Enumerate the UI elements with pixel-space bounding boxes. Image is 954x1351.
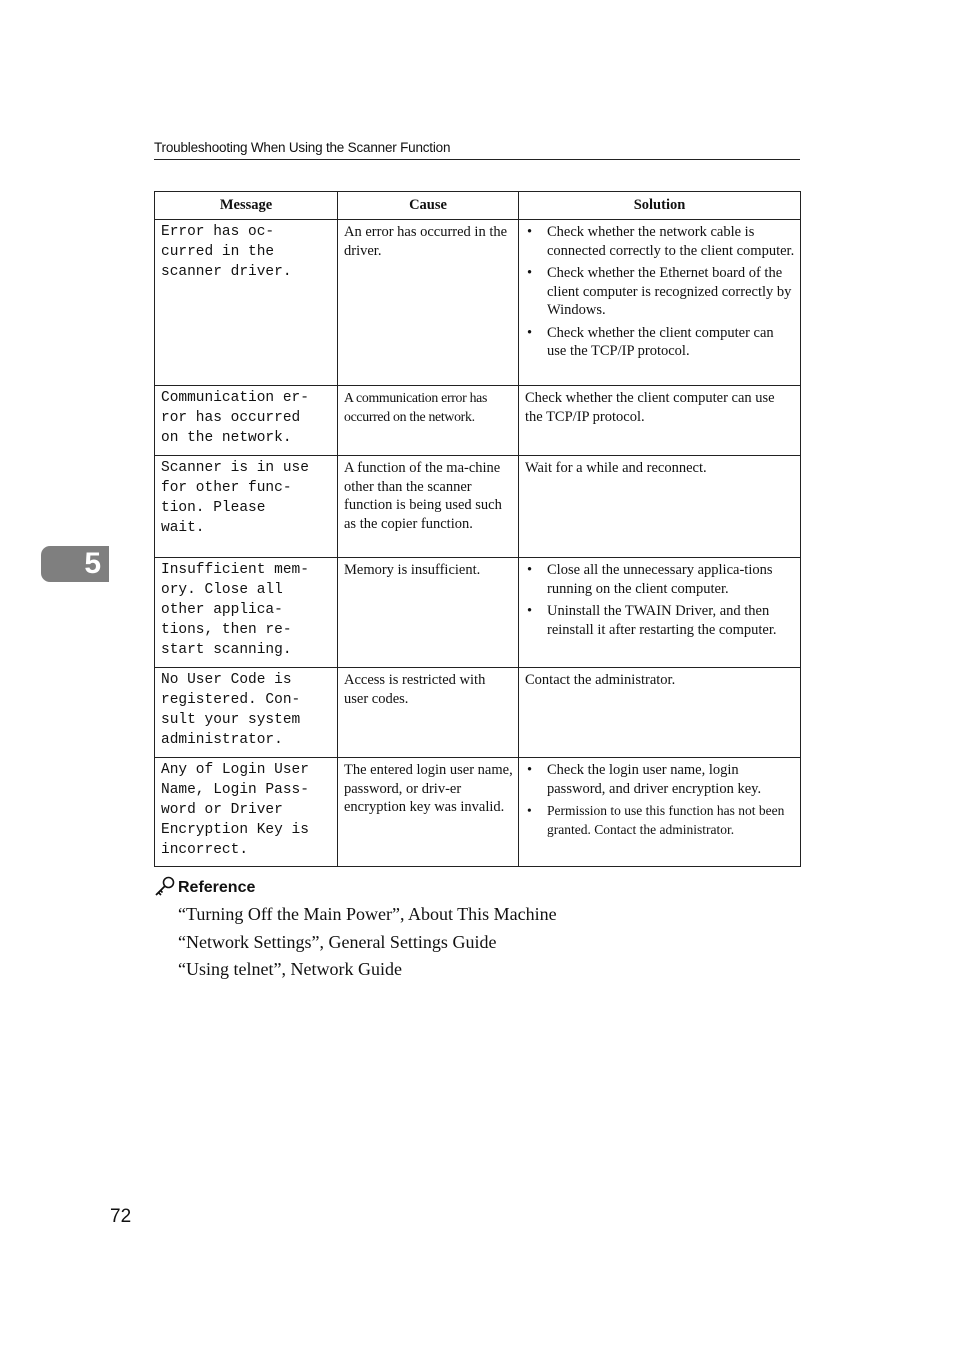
solution-item: [525, 264, 795, 320]
cause-cell: The entered login user name, password, or driv-er encryption key was invalid.: [338, 758, 519, 867]
solution-text: Check the login user name, login password, and driver encryption key.: [547, 762, 762, 797]
message-line: registered. Con-: [161, 692, 301, 708]
message-line: administrator.: [161, 732, 283, 748]
table-row: [155, 758, 801, 867]
solution-item: [525, 761, 795, 798]
solution-text: Permission to use this function has not been granted. Contact the administrator.: [547, 803, 785, 837]
cause-cell: Memory is insufficient.: [338, 558, 519, 668]
message-cell: [155, 758, 338, 867]
message-line: incorrect.: [161, 842, 249, 858]
column-header-message: Message: [155, 192, 338, 220]
table-row: [155, 220, 801, 386]
page-number: 72: [110, 1206, 132, 1227]
solution-item: [525, 324, 795, 361]
message-line: curred in the: [161, 244, 275, 260]
reference-list: [178, 902, 557, 985]
message-line: Communication er-: [161, 390, 309, 406]
reference-heading-text: Reference: [178, 879, 256, 896]
message-line: ory. Close all: [161, 582, 283, 598]
bullet-icon: •: [527, 265, 533, 281]
bullet-icon: •: [527, 224, 533, 240]
column-header-solution: Solution: [519, 192, 801, 220]
message-line: Name, Login Pass-: [161, 782, 309, 798]
message-line: No User Code is: [161, 672, 292, 688]
reference-heading: [154, 876, 255, 904]
message-line: Insufficient mem-: [161, 562, 309, 578]
message-line: Any of Login User: [161, 762, 309, 778]
message-line: Scanner is in use: [161, 460, 309, 476]
solution-item: [525, 561, 795, 598]
table-row: [155, 386, 801, 456]
solution-item: [525, 802, 795, 839]
message-cell: [155, 386, 338, 456]
table-row: [155, 456, 801, 558]
cause-cell: A function of the ma-chine other than the scanner function is being used such as the copier function.: [338, 456, 519, 558]
message-line: on the network.: [161, 430, 292, 446]
solution-item: [525, 223, 795, 260]
table-row: [155, 558, 801, 668]
solution-text: Uninstall the TWAIN Driver, and then reinstall it after restarting the computer.: [547, 603, 777, 638]
bullet-icon: •: [527, 803, 532, 818]
message-line: Encryption Key is: [161, 822, 309, 838]
message-line: ror has occurred: [161, 410, 301, 426]
message-line: sult your system: [161, 712, 301, 728]
solution-cell: [519, 758, 801, 867]
message-line: start scanning.: [161, 642, 292, 658]
solution-cell: [519, 558, 801, 668]
solution-cell: [519, 220, 801, 386]
bullet-icon: •: [527, 562, 533, 578]
bullet-icon: •: [527, 762, 533, 778]
reference-item: “Network Settings”, General Settings Guide: [178, 931, 497, 952]
chapter-tab: 5: [41, 546, 109, 582]
running-header: Troubleshooting When Using the Scanner Function: [154, 139, 800, 160]
solution-text: Check whether the Ethernet board of the client computer is recognized correctly by Windows.: [547, 265, 792, 318]
reference-item: “Turning Off the Main Power”, About This Machine: [178, 904, 557, 924]
message-line: word or Driver: [161, 802, 283, 818]
message-cell: [155, 220, 338, 386]
table-row: [155, 668, 801, 758]
solution-text: Close all the unnecessary applica-tions running on the client computer.: [547, 562, 773, 597]
message-line: Error has oc-: [161, 224, 275, 240]
reference-section: [154, 876, 255, 904]
message-line: tion. Please: [161, 500, 266, 516]
message-cell: [155, 456, 338, 558]
cause-cell: An error has occurred in the driver.: [338, 220, 519, 386]
message-line: tions, then re-: [161, 622, 292, 638]
reference-item: “Using telnet”, Network Guide: [178, 959, 402, 979]
cause-cell: Access is restricted with user codes.: [338, 668, 519, 758]
troubleshooting-table: [154, 191, 801, 867]
message-cell: [155, 668, 338, 758]
message-cell: [155, 558, 338, 668]
bullet-icon: •: [527, 324, 533, 341]
solution-text: Check whether the network cable is connected correctly to the client computer.: [547, 224, 795, 259]
message-line: other applica-: [161, 602, 283, 618]
key-icon: [154, 876, 178, 904]
cause-cell: A communication error has occurred on the network.: [338, 386, 519, 456]
column-header-cause: Cause: [338, 192, 519, 220]
message-line: for other func-: [161, 480, 292, 496]
solution-cell: Wait for a while and reconnect.: [519, 456, 801, 558]
solution-text: Check whether the client computer can use the TCP/IP protocol.: [547, 324, 774, 359]
solution-cell: Check whether the client computer can use the TCP/IP protocol.: [519, 386, 801, 456]
bullet-icon: •: [527, 603, 533, 619]
message-line: wait.: [161, 520, 205, 536]
message-line: scanner driver.: [161, 264, 292, 280]
solution-item: [525, 602, 795, 639]
solution-cell: Contact the administrator.: [519, 668, 801, 758]
table-header-row: [155, 192, 801, 220]
